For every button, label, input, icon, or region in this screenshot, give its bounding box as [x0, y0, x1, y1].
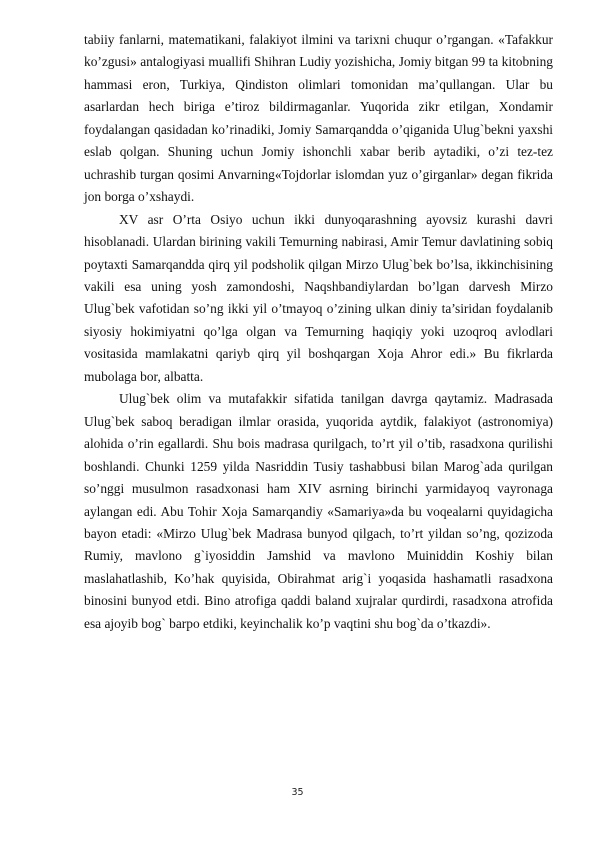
body-text — [84, 29, 553, 635]
paragraph-xv-century: XV asr O’rta Osiyo uchun ikki dunyoqarashning ayovsiz kurashi davri hisoblanadi. Ulardan birining vakili Temurning nabirasi, Amir Temur davlatining sobiq poytaxti Samarqandda qirq yil podsholik qilgan Mirzo Ulug`bek bo’lsa, ikkinchisining vakili esa uning yosh zamondoshi, Naqshbandiylardan bo’lgan darvesh Mirzo Ulug`bek vafotidan so’ng ikki yil o’tmayoq o’zining ulkan diniy ta’siridan foydalanib siyosiy hokimiyatni qo’lga olgan va Temurning haqiqiy yoki uzoqroq avlodlari vositasida mamlakatni qariyb qirq yil boshqargan Xoja Ahror edi.» Bu fikrlarda mubolaga bor, albatta. — [84, 211, 553, 384]
page-number: 35 — [291, 787, 304, 798]
paragraph-continuation: tabiiy fanlarni, matematikani, falakiyot ilmini va tarixni chuqur o’rgangan. «Tafakkur ko’zgusi» antalogiyasi muallifi Shihran Ludiy yozishicha, Jomiy bitgan 99 ta kitobning hammasi eron, Turkiya, Qindiston olimlari tomonidan ma’qullangan. Ular bu asarlardan hech biriga e’tiroz bildirmaganlar. Yuqorida zikr etilgan, Xondamir foydalangan qasidadan ko’rinadiki, Jomiy Samarqandda o’qiganida Ulug`bekni yaxshi eslab qolgan. Shuning uchun Jomiy ishonchli xabar berib aytadiki, o’zi tez-tez uchrashib turgan qosimi Anvarning«Tojdorlar islomdan yuz o’girganlar» degan fikrida jon borga o’xshaydi. — [84, 32, 553, 205]
paragraph-observatory: Ulug`bek olim va mutafakkir sifatida tanilgan davrga qaytamiz. Madrasada Ulug`bek saboq beradigan ilmlar orasida, yuqorida aytdik, falakiyot (astronomiya) alohida o’rin egallardi. Shu bois madrasa qurilgach, to’rt yil o’tib, rasadxona qurilishi boshlandi. Chunki 1259 yilda Nasriddin Tusiy tashabbusi bilan Marog`ada qurilgan so’nggi musulmon rasadxonasi ham XIV asrning birinchi yarmidayoq vayronaga aylangan edi. Abu Tohir Xoja Samarqandiy «Samariya»da bu voqealarni quyidagicha bayon etadi: «Mirzo Ulug`bek Madrasa bunyod qilgach, to’rt yildan so’ng, qozizoda Rumiy, mavlono g`iyosiddin Jamshid va mavlono Muiniddin Koshiy bilan maslahatlashib, Ko’hak quyisida, Obirahmat arig`i yoqasida hashamatli rasadxona binosini bunyod etdi. Bino atrofiga qaddi baland xujralar qurdirdi, rasadxona atrofida esa ajoyib bog` barpo etdiki, keyinchalik ko’p vaqtini shu bog`da o’tkazdi». — [84, 391, 553, 631]
